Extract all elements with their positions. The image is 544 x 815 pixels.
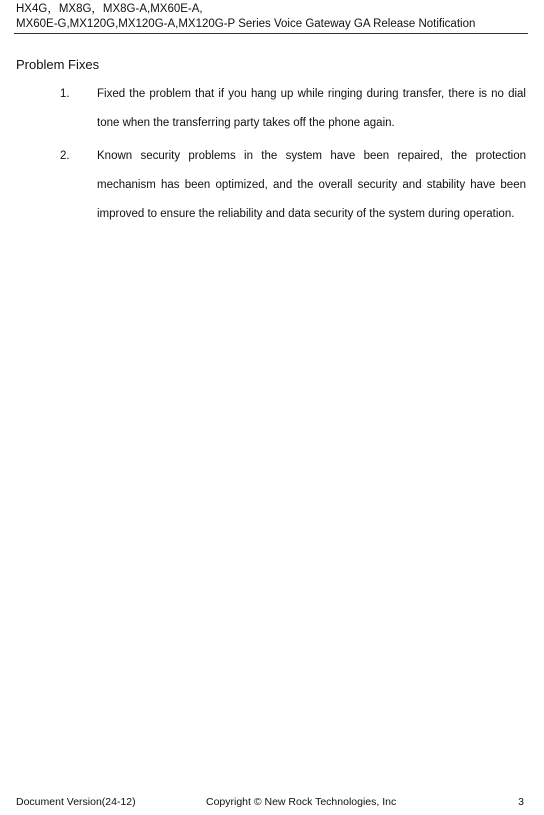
page-header xyxy=(16,2,528,32)
section-title: Problem Fixes xyxy=(16,57,100,72)
list-item xyxy=(60,142,526,229)
footer-copyright: Copyright © New Rock Technologies, Inc xyxy=(206,796,397,808)
list-item-text: Known security problems in the system have been repaired, the protection mechanism has been optimized, and the overall security and stability have been improved to ensure the reliability and data security of the system during operation. xyxy=(97,150,526,220)
list-item-number: 2. xyxy=(60,150,70,162)
list-item-number: 1. xyxy=(60,88,70,100)
list-item xyxy=(60,80,526,138)
footer-document-version: Document Version(24-12) xyxy=(16,796,136,808)
header-line-1: HX4G，MX8G，MX8G-A,MX60E-A, xyxy=(16,3,203,15)
list-item-text: Fixed the problem that if you hang up while ringing during transfer, there is no dial tone when the transferring party takes off the phone again. xyxy=(97,88,526,129)
footer-page-number: 3 xyxy=(518,796,524,808)
header-divider xyxy=(14,33,528,34)
header-line-2: MX60E-G,MX120G,MX120G-A,MX120G-P Series Voice Gateway GA Release Notification xyxy=(16,18,476,30)
